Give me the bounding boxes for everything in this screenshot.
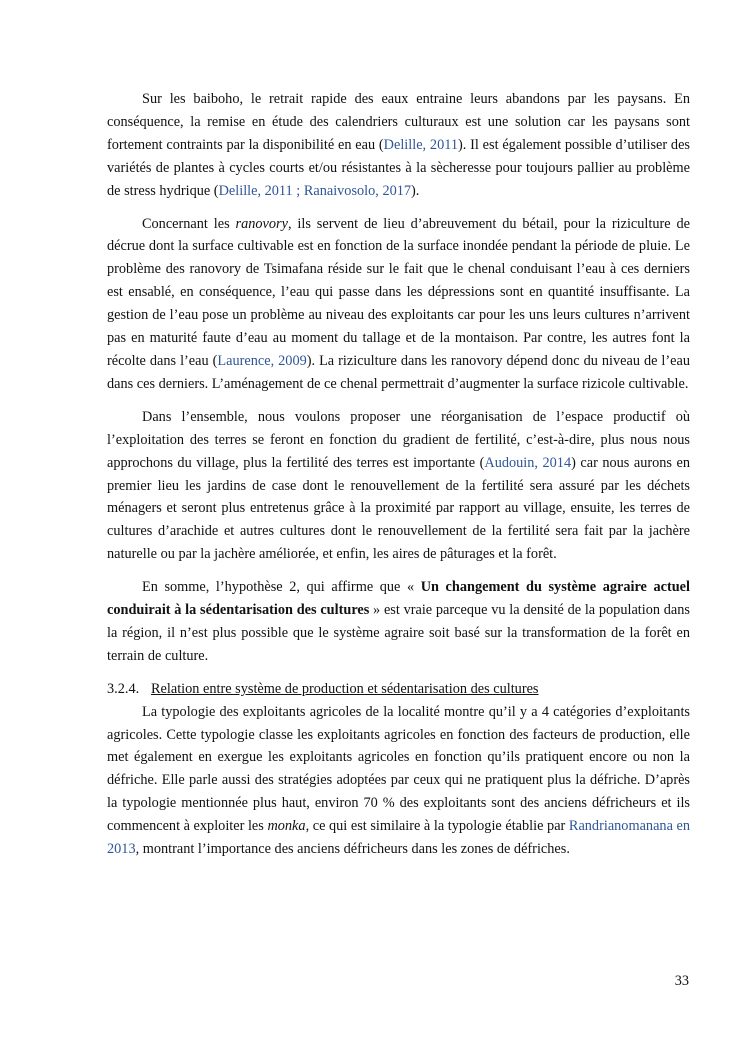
text-run: La typologie des exploitants agricoles de la localité montre qu’il y a 4 catégories d’exploitants agricoles. Cette typologie classe les exploitants agricoles en fonction des facteurs de production, elle met également en exergue les exploitants agricoles en fonction qu’ils pratiquent encore ou non la défriche. Elle parle aussi des stratégies adoptées par ceux qui ne pratiquent plus la défriche. D’après la typologie mentionnée plus haut, environ 70 % des exploitants sont des anciens défricheurs et ils commencent à exploiter les bbox=[107, 703, 690, 835]
text-run: , ils servent de lieu d’abreuvement du bétail, pour la riziculture de décrue dont la surface cultivable est en fonction de la surface inondée pendant la période de pluie. Le problème des ranovory de Tsimafana réside sur le fait que le chenal conduisant l’eau à ces derniers est ensablé, en conséquence, l’eau qui passe dans les dépressions sont en quantité insuffisante. La gestion de l’eau pose un problème au niveau des exploitants car pour les uns leurs cultures n’arrivent pas en maturité faute d’eau au moment du tallage et de la montaison. Par contre, les autres font la récolte dans l’eau ( bbox=[107, 215, 690, 369]
italic-term-ranovory: ranovory bbox=[235, 215, 288, 232]
citation-laurence-2009[interactable]: Laurence, 2009 bbox=[217, 352, 307, 369]
text-run: En somme, l’hypothèse 2, qui affirme que « bbox=[142, 579, 421, 596]
paragraph-reorganisation bbox=[107, 406, 690, 566]
text-run: » est vraie parceque vu la densité de la population dans la région, il n’est plus possible que le système agraire soit basé sur la transformation de la forêt en terrain de culture. bbox=[107, 602, 690, 664]
section-title: Relation entre système de production et sédentarisation des cultures bbox=[151, 680, 539, 697]
page-number: 33 bbox=[674, 973, 689, 989]
text-run: , ce qui est similaire à la typologie établie par bbox=[305, 818, 569, 835]
text-run: ). La riziculture dans les ranovory dépend donc du niveau de l’eau dans ces derniers. L’aménagement de ce chenal permettrait d’augmenter la surface rizicole cultivable. bbox=[107, 352, 691, 392]
text-run: Concernant les bbox=[142, 215, 236, 232]
section-heading bbox=[107, 678, 690, 701]
body-text bbox=[107, 88, 690, 871]
text-run: Dans l’ensemble, nous voulons proposer une réorganisation de l’espace productif où l’exploitation des terres se feront en fonction du gradient de fertilité, c’est-à-dire, plus nous nous approchons du village, plus la fertilité des terres est importante ( bbox=[107, 408, 690, 471]
paragraph-hypothese-2 bbox=[107, 576, 690, 668]
citation-delille-ranaivosolo[interactable]: Delille, 2011 ; Ranaivosolo, 2017 bbox=[218, 182, 412, 199]
paragraph-baiboho bbox=[107, 88, 690, 203]
bold-hypothesis: Un changement du système agraire actuel conduirait à la sédentarisation des cultures bbox=[107, 579, 690, 619]
paragraph-ranovory bbox=[107, 213, 690, 396]
paragraph-typologie bbox=[107, 701, 690, 861]
citation-delille-2011[interactable]: Delille, 2011 bbox=[383, 136, 458, 153]
text-run: , montrant l’importance des anciens défricheurs dans les zones de défriches. bbox=[135, 841, 570, 858]
text-run: ). bbox=[411, 182, 420, 199]
citation-audouin-2014[interactable]: Audouin, 2014 bbox=[484, 454, 572, 471]
italic-term-monka: monka bbox=[267, 818, 306, 835]
text-run: ) car nous aurons en premier lieu les jardins de case dont le renouvellement de la fertilité sera assuré par les déchets ménagers et seront plus entretenus grâce à la proximité par rapport au village, ensuite, les terres de cultures d’arachide et autres cultures dont le renouvellement de la fertilité sera fait par la jachère naturelle ou par la jachère améliorée, et enfin, les aires de pâturages et la forêt. bbox=[107, 454, 690, 563]
section-number: 3.2.4. bbox=[107, 680, 140, 697]
citation-randrianomanana-2013[interactable]: Randrianomanana en 2013 bbox=[107, 818, 690, 858]
text-run: ). Il est également possible d’utiliser des variétés de plantes à cycles courts et/ou résistantes à la sècheresse pour toujours pallier au problème de stress hydrique ( bbox=[107, 136, 690, 199]
text-run: Sur les baiboho, le retrait rapide des eaux entraine leurs abandons par les paysans. En conséquence, la remise en étude des calendriers culturaux est une solution car les paysans sont fortement contraints par la disponibilité en eau ( bbox=[107, 91, 690, 153]
